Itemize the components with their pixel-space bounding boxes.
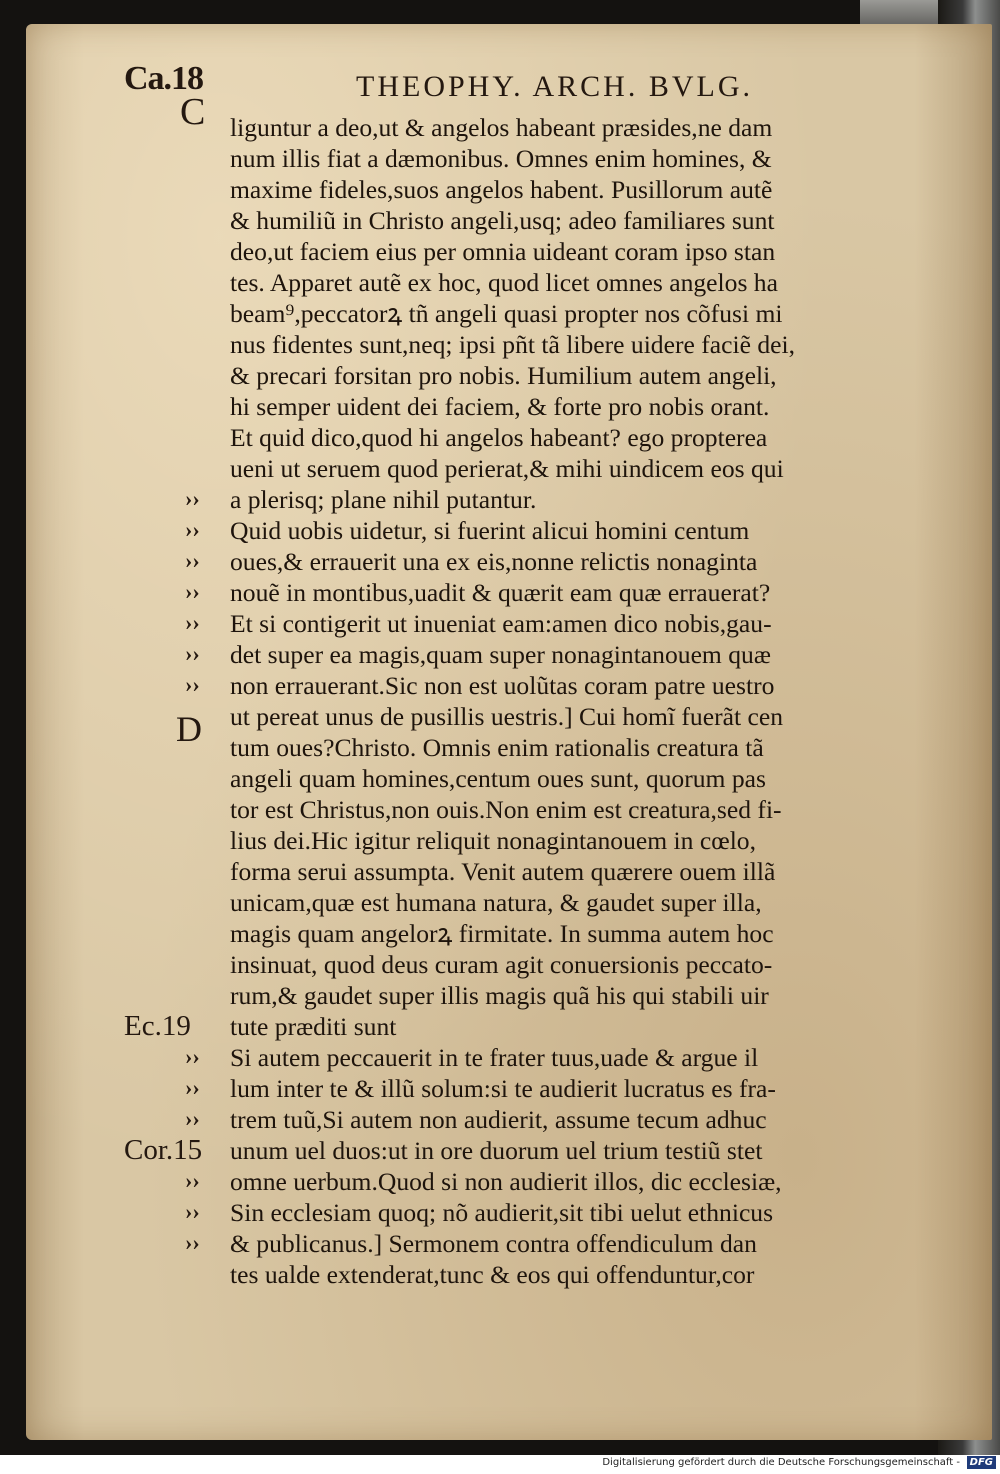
section-letter-d: D: [176, 709, 202, 749]
text-line: & humiliũ in Christo angeli,usq; adeo familiares sunt: [230, 206, 775, 235]
text-line: tor est Christus,non ouis.Non enim est creatura,sed fi-: [230, 795, 782, 824]
text-line: Si autem peccauerit in te frater tuus,uade & argue il: [230, 1043, 759, 1072]
funding-credit: Digitalisierung gefördert durch die Deutsche Forschungsgemeinschaft -: [602, 1457, 960, 1468]
margin-quote-mark: ››: [185, 579, 200, 604]
text-line: liguntur a deo,ut & angelos habeant præsides,ne dam: [230, 113, 773, 142]
text-line: Et quid dico,quod hi angelos habeant? ego propterea: [230, 423, 768, 452]
margin-quote-mark: ››: [185, 641, 200, 666]
margin-quote-mark: ››: [185, 1075, 200, 1100]
text-line: & publicanus.] Sermonem contra offendiculum dan: [230, 1229, 757, 1258]
text-line: lum inter te & illũ solum:si te audierit lucratus es fra-: [230, 1074, 776, 1103]
text-line: nouẽ in montibus,uadit & quærit eam quæ errauerat?: [230, 578, 771, 607]
text-line: ut pereat unus de pusillis uestris.] Cui homĩ fuerãt cen: [230, 702, 783, 731]
text-line: unum uel duos:ut in ore duorum uel trium testiũ stet: [230, 1136, 763, 1165]
text-line: angeli quam homines,centum oues sunt, quorum pas: [230, 764, 766, 793]
text-line: deo,ut faciem eius per omnia uideant coram ipso stan: [230, 237, 776, 266]
text-line: lius dei.Hic igitur reliquit nonagintanouem in cœlo,: [230, 826, 756, 855]
text-line: tum oues?Christo. Omnis enim rationalis creatura tã: [230, 733, 764, 762]
margin-quote-mark: ››: [185, 548, 200, 573]
text-line: Sin ecclesiam quoq; nõ audierit,sit tibi uelut ethnicus: [230, 1198, 774, 1227]
text-line: & precari forsitan pro nobis. Humilium autem angeli,: [230, 361, 777, 390]
margin-quote-mark: ››: [185, 1168, 200, 1193]
margin-quote-mark: ››: [185, 1106, 200, 1131]
text-line: oues,& errauerit una ex eis,nonne relictis nonaginta: [230, 547, 758, 576]
margin-quote-mark: ››: [185, 610, 200, 635]
text-line: omne uerbum.Quod si non audierit illos, dic ecclesiæ,: [230, 1167, 782, 1196]
running-title: THEOPHY. ARCH. BVLG.: [356, 70, 753, 103]
text-line: beam⁹,peccatorꝝ tñ angeli quasi propter nos cõfusi mi: [230, 299, 783, 328]
margin-quote-mark: ››: [185, 517, 200, 542]
text-line: hi semper uident dei faciem, & forte pro nobis orant.: [230, 392, 770, 421]
text-line: Quid uobis uidetur, si fuerint alicui homini centum: [230, 516, 750, 545]
margin-quote-mark: ››: [185, 672, 200, 697]
margin-quote-mark: ››: [185, 1199, 200, 1224]
text-line: tes ualde extenderat,tunc & eos qui offenduntur,cor: [230, 1260, 755, 1289]
text-line: forma serui assumpta. Venit autem quærere ouem illã: [230, 857, 776, 886]
text-line: tute præditi sunt: [230, 1012, 397, 1041]
text-line: det super ea magis,quam super nonagintanouem quæ: [230, 640, 771, 669]
margin-quote-mark: ››: [185, 1044, 200, 1069]
text-line: nus fidentes sunt,neq; ipsi pñt tã libere uidere faciẽ dei,: [230, 330, 796, 359]
chapter-marker: Ca.18: [124, 60, 204, 97]
text-line: magis quam angelorꝝ firmitate. In summa autem hoc: [230, 919, 774, 948]
margin-reference: Cor.15: [124, 1134, 203, 1166]
text-line: ueni ut seruem quod perierat,& mihi uindicem eos qui: [230, 454, 784, 483]
text-line: Et si contigerit ut inueniat eam:amen dico nobis,gau-: [230, 609, 772, 638]
text-line: non errauerant.Sic non est uolũtas coram patre uestro: [230, 671, 775, 700]
text-line: num illis fiat a dæmonibus. Omnes enim homines, &: [230, 144, 772, 173]
text-line: unicam,quæ est humana natura, & gaudet super illa,: [230, 888, 762, 917]
dfg-logo: DFG: [967, 1456, 996, 1469]
margin-quote-mark: ››: [185, 486, 200, 511]
margin-quote-mark: ››: [185, 1230, 200, 1255]
text-line: insinuat, quod deus curam agit conuersionis peccato-: [230, 950, 773, 979]
text-line: tes. Apparet autẽ ex hoc, quod licet omnes angelos ha: [230, 268, 778, 297]
text-line: trem tuũ,Si autem non audierit, assume tecum adhuc: [230, 1105, 767, 1134]
text-line: maxime fideles,suos angelos habent. Pusillorum autẽ: [230, 175, 773, 204]
text-line: rum,& gaudet super illis magis quã his qui stabili uir: [230, 981, 769, 1010]
section-letter-c: C: [180, 91, 206, 133]
text-line: a plerisq; plane nihil putantur.: [230, 485, 537, 514]
margin-reference: Ec.19: [124, 1010, 191, 1042]
